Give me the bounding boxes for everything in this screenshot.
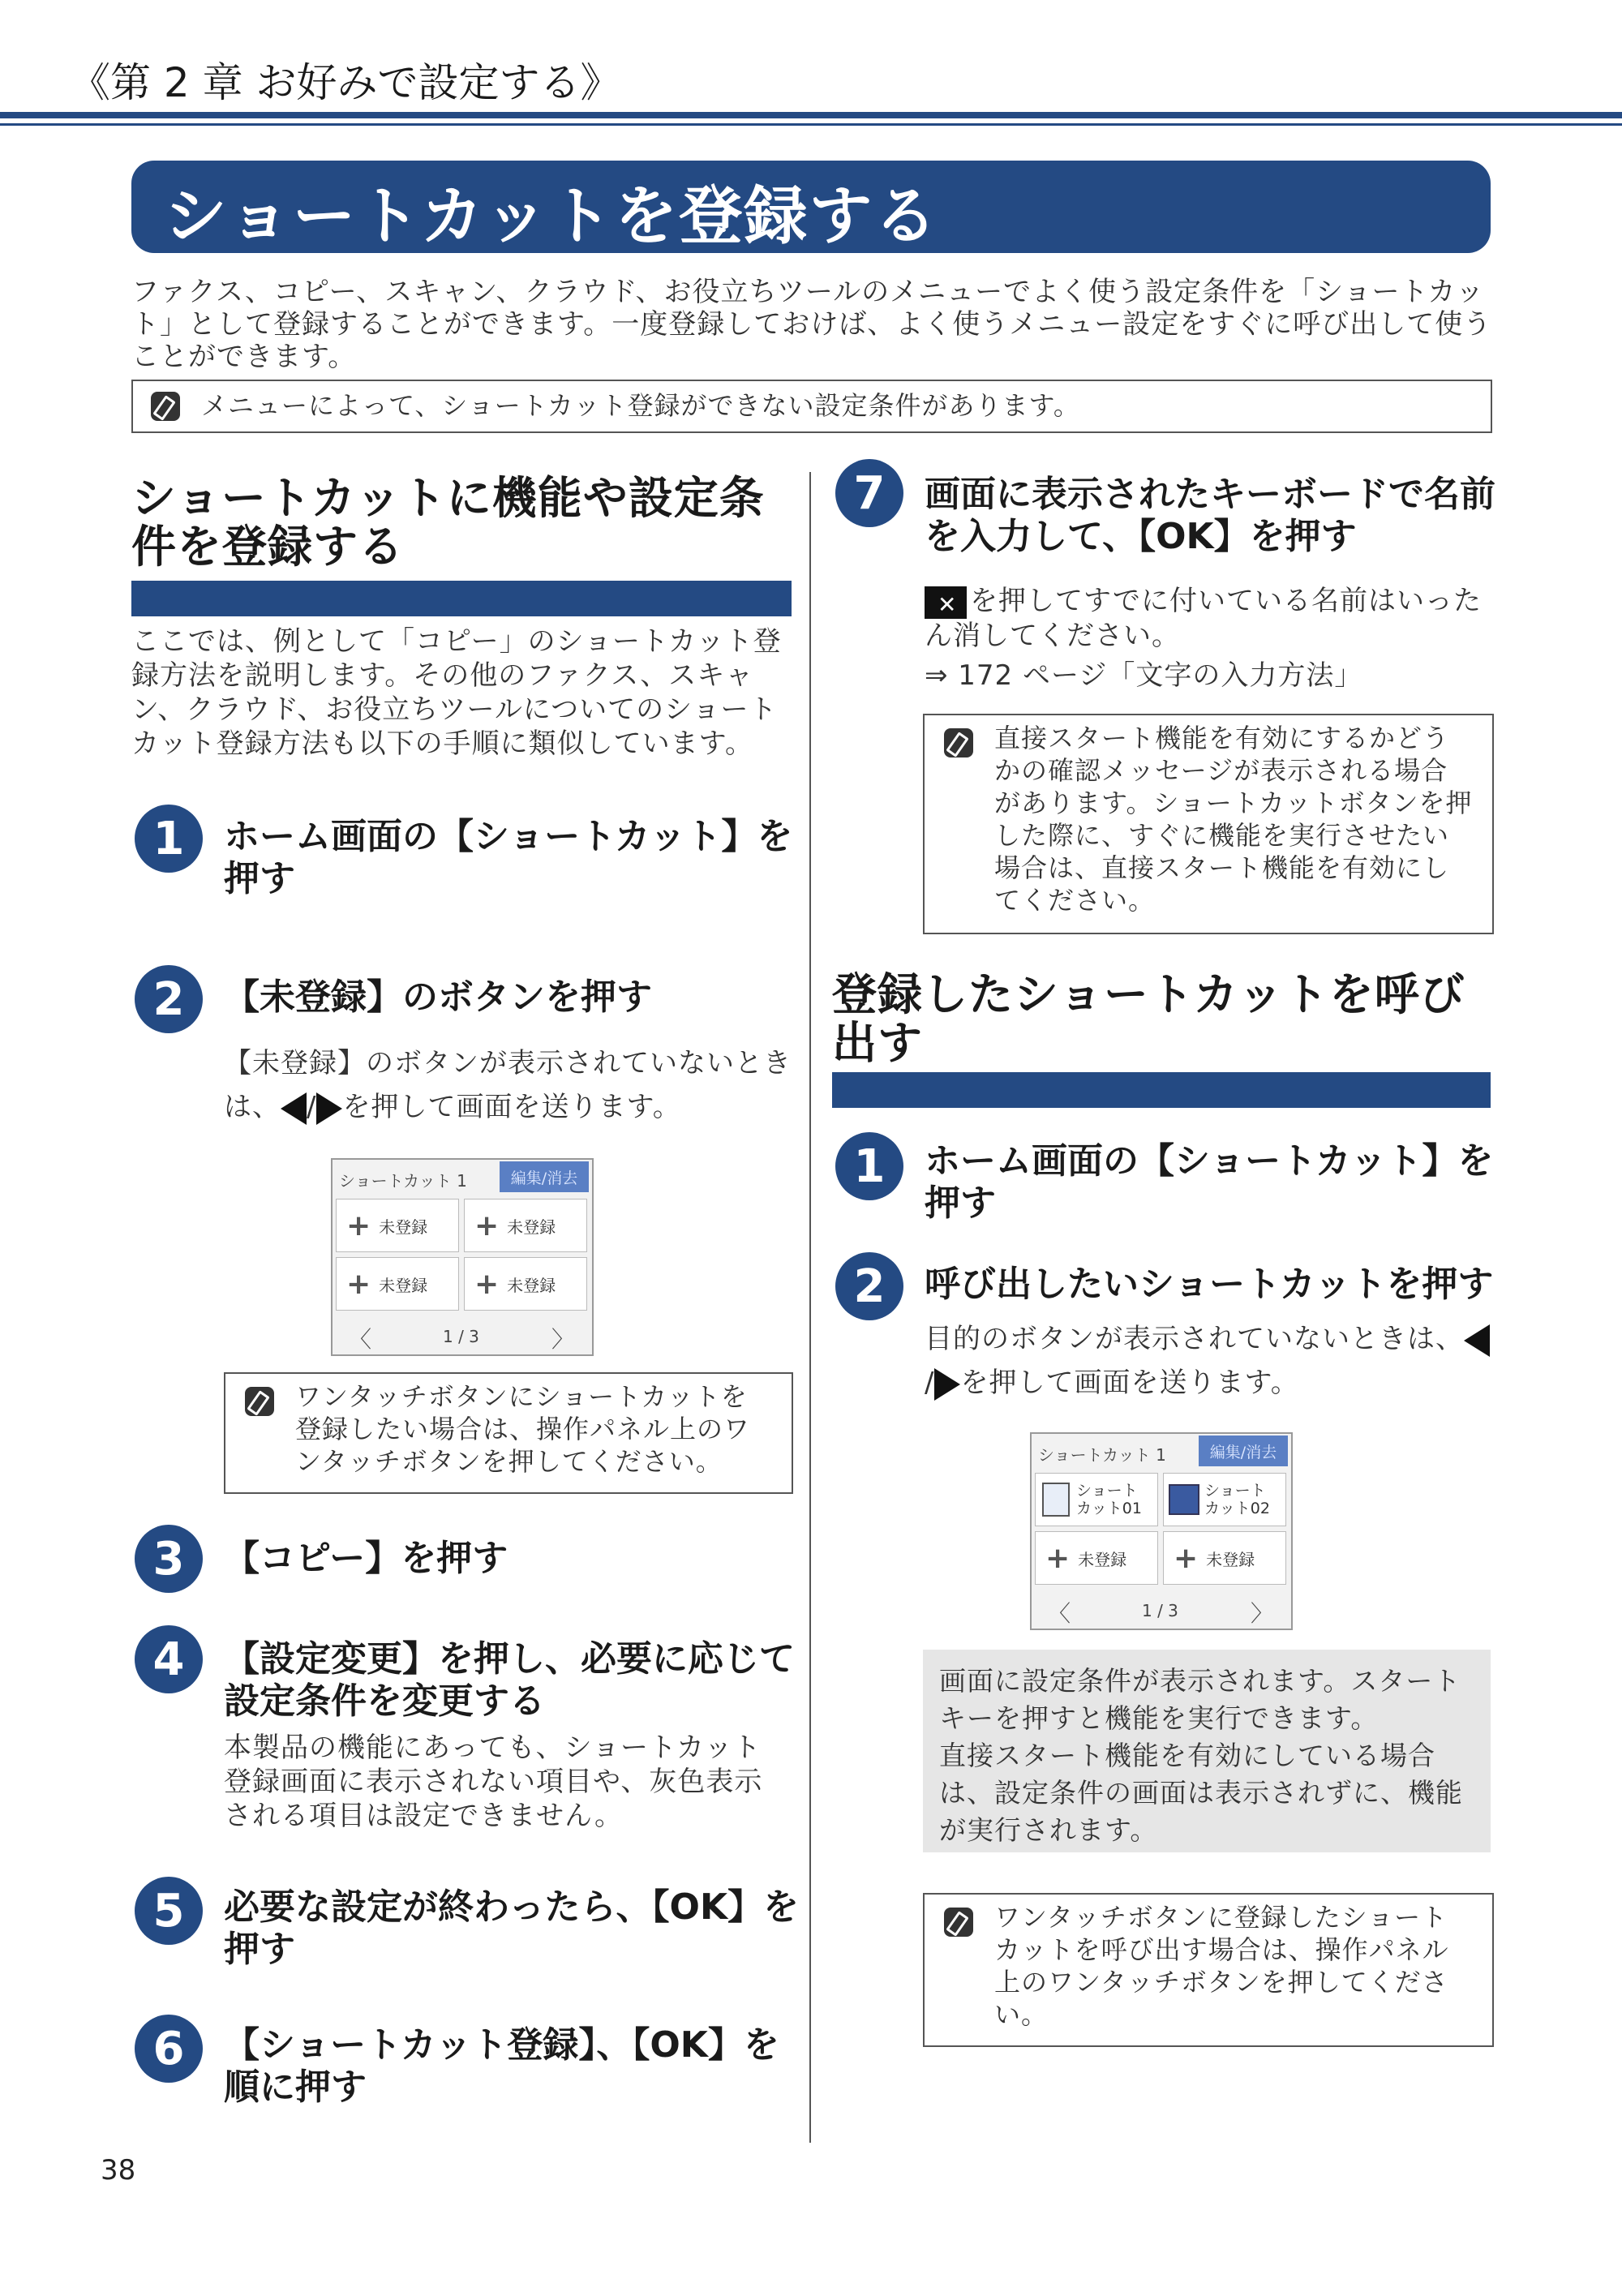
plus-icon: + (1045, 1541, 1071, 1575)
page-title: ショートカットを登録する (164, 180, 939, 253)
plus-icon: + (474, 1208, 500, 1242)
next-page-button[interactable]: 〉 (551, 1326, 575, 1353)
step-title-7: 画面に表示されたキーボードで名前を入力して、【OK】を押す (925, 474, 1495, 557)
recall-step-number-2: 2 (835, 1252, 903, 1320)
step-title-1: ホーム画面の【ショートカット】を押す (224, 816, 793, 899)
step-number-5: 5 (135, 1877, 203, 1945)
page-number: 38 (101, 2154, 136, 2187)
arrow-separator: / (925, 1367, 935, 1399)
plus-icon: + (346, 1267, 371, 1301)
right-arrow-icon (934, 1368, 960, 1401)
scan-document-icon (1169, 1484, 1199, 1515)
step-number-1: 1 (135, 805, 203, 873)
page-indicator: 1 / 3 (443, 1327, 479, 1346)
backspace-icon (925, 586, 967, 619)
memo-icon (151, 392, 180, 421)
right-heading-bar (832, 1072, 1491, 1108)
left-arrow-icon (281, 1092, 307, 1125)
step-title-4: 【設定変更】を押し、必要に応じて設定条件を変更する (224, 1638, 795, 1722)
prev-page-button[interactable]: 〈 (349, 1326, 372, 1353)
step-number-2: 2 (135, 965, 203, 1033)
shortcut-button-01[interactable]: ショート カット01 (1035, 1473, 1158, 1526)
step-number-6: 6 (135, 2015, 203, 2083)
step-title-3: 【コピー】を押す (224, 1538, 508, 1579)
edit-delete-button[interactable]: 編集/消去 (500, 1161, 589, 1192)
copy-document-icon (1042, 1483, 1070, 1517)
step-body-7 (925, 584, 1492, 653)
unregistered-button[interactable]: + 未登録 (1163, 1531, 1286, 1585)
step-title-6: 【ショートカット登録】、【OK】を順に押す (224, 2024, 779, 2108)
arrow-separator: / (307, 1091, 317, 1123)
plus-icon: + (474, 1267, 500, 1301)
edit-delete-button[interactable]: 編集/消去 (1199, 1436, 1288, 1466)
header-rule-thin (0, 123, 1622, 126)
recall-onetouch-note-text: ワンタッチボタンに登録したショートカットを呼び出す場合は、操作パネル上のワンタッチボタンを押してください。 (994, 1902, 1449, 2030)
left-section-heading: ショートカットに機能や設定条件を登録する (131, 472, 765, 573)
step-title-5: 必要な設定が終わったら、【OK】を押す (224, 1886, 800, 1970)
header-rule (0, 112, 1622, 118)
step-body-4: 本製品の機能にあっても、ショートカット登録画面に表示されない項目や、灰色表示される項目は設定できません。 (224, 1732, 763, 1832)
recall-step-body-2-pre: 目的のボタンが表示されていないときは、 (925, 1323, 1464, 1355)
unregistered-button[interactable]: + 未登録 (336, 1199, 459, 1252)
step-body-2-pre: 【未登録】のボタンが表示されていないときは、 (224, 1047, 792, 1123)
onetouch-note-text: ワンタッチボタンにショートカットを登録したい場合は、操作パネル上のワンタッチボタンを押してください。 (295, 1381, 751, 1477)
recall-step-body-2-post: を押して画面を送ります。 (960, 1367, 1299, 1399)
right-section-heading: 登録したショートカットを呼び出す (832, 968, 1465, 1069)
recall-step-title-2: 呼び出したいショートカットを押す (925, 1264, 1494, 1305)
step-title-2: 【未登録】のボタンを押す (224, 976, 652, 1018)
page-indicator: 1 / 3 (1142, 1601, 1178, 1620)
chapter-header: 《第 2 章 お好みで設定する》 (70, 59, 621, 106)
top-note-text: メニューによって、ショートカット登録ができない設定条件があります。 (201, 390, 1080, 421)
step-body-7-text: を押してすでに付いている名前はいったん消してください。 (925, 585, 1483, 652)
direct-start-note-text: 直接スタート機能を有効にするかどうかの確認メッセージが表示される場合があります。ショートカットボタンを押した際に、すぐに機能を実行させたい場合は、直接スタート機能を有効にしてください。 (994, 723, 1473, 916)
screen-title: ショートカット 1 (339, 1171, 467, 1191)
result-box (923, 1650, 1491, 1852)
left-section-desc: ここでは、例として「コピー」のショートカット登録方法を説明します。その他のファクス、スキャン、クラウド、お役立ちツールについてのショートカット登録方法も以下の手順に類似しています。 (131, 625, 782, 760)
shortcut-button-02[interactable]: ショート カット02 (1163, 1473, 1286, 1526)
lcd-screen-register (331, 1158, 594, 1356)
plus-icon: + (346, 1208, 371, 1242)
unregistered-button[interactable]: + 未登録 (1035, 1531, 1158, 1585)
recall-onetouch-note-box (923, 1893, 1494, 2047)
left-heading-bar (131, 581, 792, 616)
step-number-4: 4 (135, 1625, 203, 1693)
unregistered-button[interactable]: + 未登録 (464, 1199, 587, 1252)
step-number-3: 3 (135, 1525, 203, 1593)
step-number-7: 7 (835, 459, 903, 527)
memo-icon (245, 1387, 274, 1416)
top-note-box (131, 380, 1492, 433)
plus-icon: + (1174, 1541, 1199, 1575)
prev-page-button[interactable]: 〈 (1048, 1600, 1071, 1627)
recall-step-number-1: 1 (835, 1132, 903, 1200)
step-body-2 (224, 1041, 792, 1129)
result-text: 画面に設定条件が表示されます。スタートキーを押すと機能を実行できます。 直接スタート機能を有効にしている場合は、設定条件の画面は表示されずに、機能が実行されます。 (939, 1665, 1463, 1846)
recall-step-title-1: ホーム画面の【ショートカット】を押す (925, 1140, 1494, 1224)
lcd-screen-recall (1030, 1432, 1293, 1630)
unregistered-button[interactable]: + 未登録 (336, 1257, 459, 1311)
memo-icon (944, 1908, 973, 1937)
memo-icon (944, 728, 973, 757)
right-arrow-icon (316, 1092, 342, 1125)
page-reference: ⇒ 172 ページ「文字の入力方法」 (925, 659, 1363, 692)
unregistered-button[interactable]: + 未登録 (464, 1257, 587, 1311)
recall-step-body-2 (925, 1317, 1492, 1405)
column-divider (809, 472, 811, 2143)
next-page-button[interactable]: 〉 (1251, 1600, 1274, 1627)
left-arrow-icon (1464, 1324, 1490, 1357)
step-body-2-post: を押して画面を送ります。 (342, 1091, 681, 1123)
intro-text: ファクス、コピー、スキャン、クラウド、お役立ちツールのメニューでよく使う設定条件を「ショートカット」として登録することができます。一度登録しておけば、よく使うメニュー設定をすぐに呼び出して使うことができます。 (131, 276, 1492, 373)
onetouch-note-box (224, 1372, 793, 1494)
screen-title: ショートカット 1 (1038, 1445, 1166, 1465)
direct-start-note-box (923, 714, 1494, 934)
